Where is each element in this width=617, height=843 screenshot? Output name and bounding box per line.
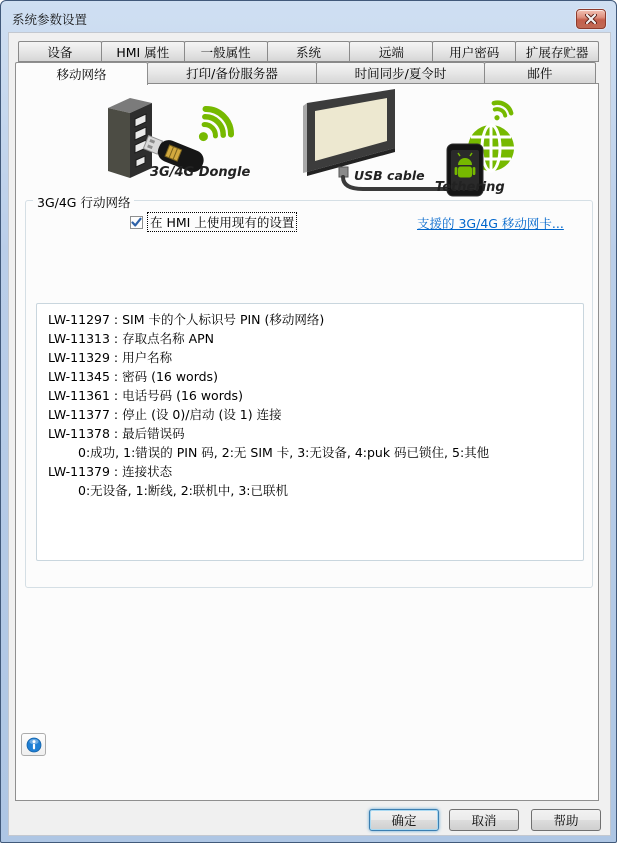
info-button[interactable] [21,733,46,756]
titlebar[interactable] [1,1,616,32]
mobile-network-groupbox [25,195,593,588]
tab-row1-1[interactable]: HMI 属性 [101,41,185,62]
tab-row1-6[interactable]: 扩展存贮器 [515,41,599,62]
tab-row1-5[interactable]: 用户密码 [432,41,516,62]
register-line: LW-11379 : 连接状态 [48,464,173,479]
wifi-signal-icon [188,104,237,153]
register-line: LW-11345 : 密码 (16 words) [48,369,218,384]
tab-row1-3[interactable]: 系统 [267,41,351,62]
register-line: LW-11313 : 存取点名称 APN [48,331,215,346]
tab-row2-1[interactable]: 打印/备份服务器 [147,62,317,84]
ok-button[interactable]: 确定 [369,809,439,831]
register-line: LW-11378 : 最后错误码 [48,426,185,441]
dongle-caption: 3G/4G Dongle [150,165,251,180]
register-line: 0:成功, 1:错误的 PIN 码, 2:无 SIM 卡, 3:无设备, 4:puk 码已锁住, 5:其他 [78,445,490,460]
register-line: 0:无设备, 1:断线, 2:联机中, 3:已联机 [78,483,288,498]
tab-row1-0[interactable]: 设备 [18,41,102,62]
tethering-caption: Tethering [435,180,505,195]
help-button[interactable]: 帮助 [531,809,601,831]
register-line: LW-11297 : SIM 卡的个人标识号 PIN (移动网络) [48,312,325,327]
checkbox-icon[interactable] [130,216,143,229]
tab-strip-row2 [15,62,599,84]
tab-row1-2[interactable]: 一般属性 [184,41,268,62]
register-line: LW-11377 : 停止 (设 0)/启动 (设 1) 连接 [48,407,282,422]
usb-cable-caption: USB cable [354,168,425,183]
tab-row2-3[interactable]: 邮件 [484,62,596,84]
register-line: LW-11329 : 用户名称 [48,350,173,365]
close-button[interactable] [576,9,606,29]
mobile-network-tab-page [15,83,599,801]
tab-row2-0[interactable]: 移动网络 [15,62,148,85]
window-title: 系统参数设置 [12,12,88,27]
register-listbox [36,303,584,561]
close-icon [585,14,597,24]
tethering-wifi-icon [487,100,513,125]
tab-strip-row1 [18,41,599,62]
register-line: LW-11361 : 电话号码 (16 words) [48,388,243,403]
supported-cards-link[interactable]: 支援的 3G/4G 移动网卡... [417,216,564,231]
groupbox-title: 3G/4G 行动网络 [33,193,134,211]
checkbox-label: 在 HMI 上使用现有的设置 [147,212,297,232]
info-icon [26,737,42,753]
tab-row1-4[interactable]: 远端 [349,41,433,62]
tab-row2-2[interactable]: 时间同步/夏令时 [316,62,485,84]
use-existing-settings-checkbox[interactable] [130,212,297,232]
cancel-button[interactable]: 取消 [449,809,519,831]
